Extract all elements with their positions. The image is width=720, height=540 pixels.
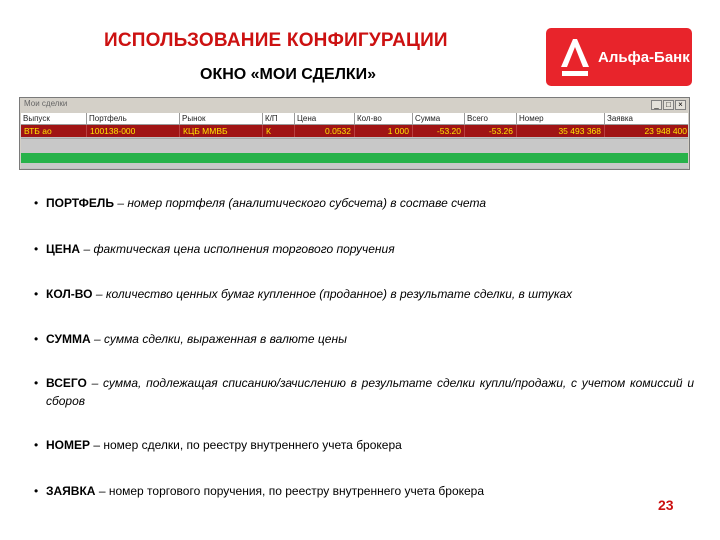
column-header[interactable]: Кол-во bbox=[354, 113, 412, 124]
alfa-bank-logo bbox=[546, 28, 692, 86]
cell-security: ВТБ ао bbox=[24, 126, 52, 136]
column-header[interactable]: Заявка bbox=[604, 113, 690, 124]
column-header[interactable]: Всего bbox=[464, 113, 516, 124]
cell-trade-number: 35 493 368 bbox=[516, 125, 604, 137]
cell-total: -53.26 bbox=[464, 125, 516, 137]
trades-table bbox=[21, 113, 688, 169]
column-header[interactable]: Номер bbox=[516, 113, 604, 124]
maximize-button[interactable]: □ bbox=[663, 100, 674, 110]
cell-side: К bbox=[262, 125, 294, 137]
logo-name: Альфа-Банк bbox=[598, 48, 690, 66]
cell-price: 0.0532 bbox=[294, 125, 354, 137]
table-row[interactable] bbox=[21, 125, 688, 137]
column-header[interactable]: Выпуск bbox=[23, 114, 50, 123]
table-header bbox=[21, 113, 688, 125]
close-button[interactable]: × bbox=[675, 100, 686, 110]
alfa-logo-icon bbox=[558, 35, 592, 79]
cell-quantity: 1 000 bbox=[354, 125, 412, 137]
window-titlebar[interactable] bbox=[20, 98, 689, 112]
my-trades-window bbox=[19, 97, 690, 170]
table-footer-bar bbox=[21, 153, 688, 163]
column-header[interactable]: Рынок bbox=[179, 113, 262, 124]
column-header[interactable]: Портфель bbox=[86, 113, 179, 124]
column-header[interactable]: Цена bbox=[294, 113, 354, 124]
minimize-button[interactable]: _ bbox=[651, 100, 662, 110]
cell-order-number: 23 948 400 bbox=[604, 125, 690, 137]
cell-market: КЦБ ММВБ bbox=[179, 125, 262, 137]
window-title: Мои сделки bbox=[24, 99, 68, 108]
column-header[interactable]: К/П bbox=[262, 113, 294, 124]
slide-title: ИСПОЛЬЗОВАНИЕ КОНФИГУРАЦИИ bbox=[104, 30, 448, 51]
cell-portfolio: 100138-000 bbox=[86, 125, 179, 137]
column-header[interactable]: Сумма bbox=[412, 113, 464, 124]
slide-subtitle: ОКНО «МОИ СДЕЛКИ» bbox=[200, 66, 377, 83]
cell-amount: -53.20 bbox=[412, 125, 464, 137]
page-number: 23 bbox=[658, 497, 674, 513]
